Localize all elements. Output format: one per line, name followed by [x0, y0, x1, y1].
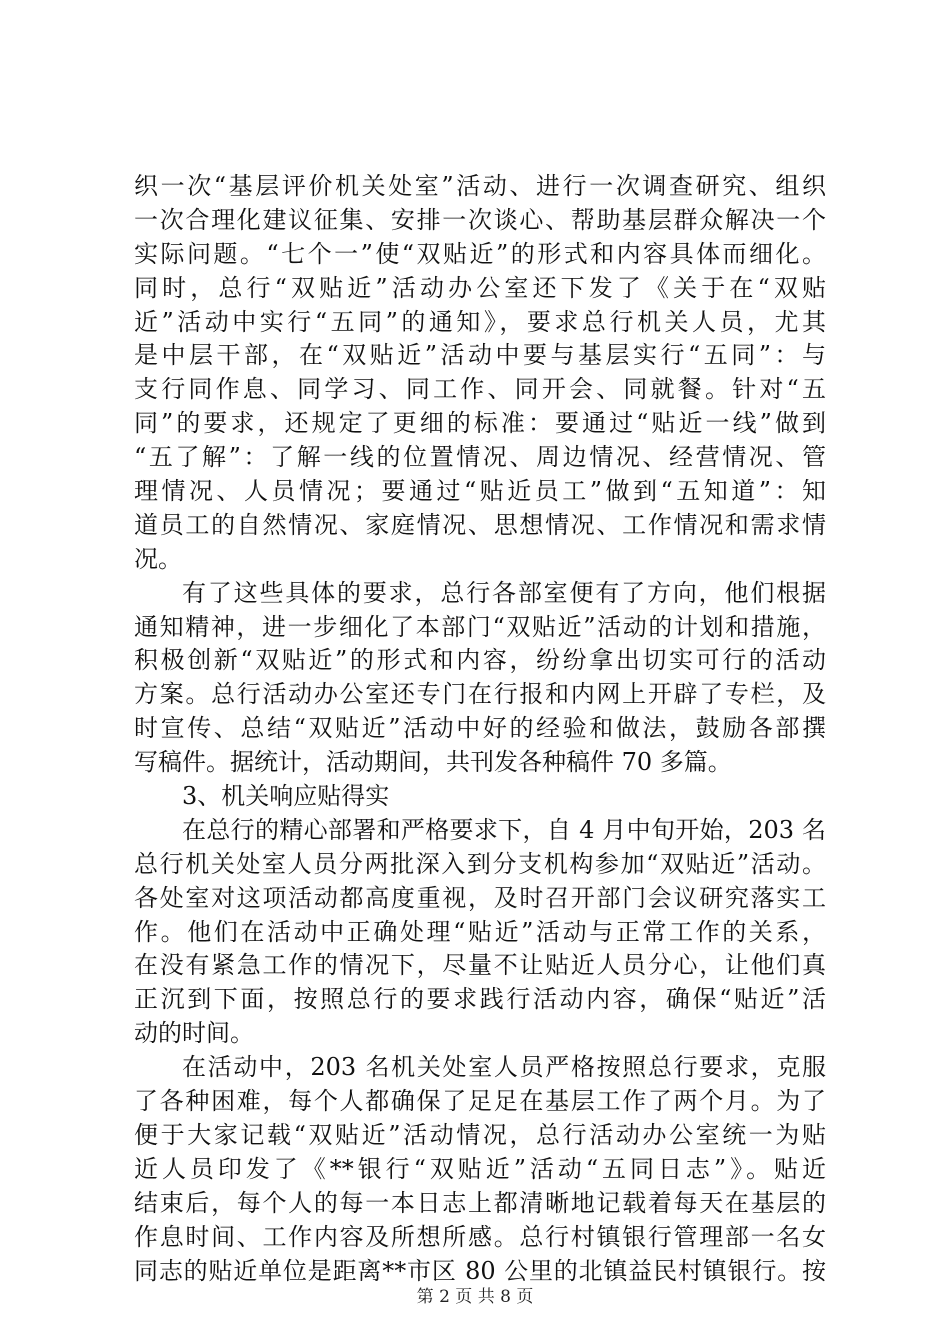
section-heading: 3、机关响应贴得实 [182, 782, 390, 811]
text-line: “五了解”：了解一线的位置情况、周边情况、经营情况、管 [134, 443, 826, 472]
text-line: 正沉到下面，按照总行的要求践行活动内容，确保“贴近”活 [134, 985, 826, 1014]
text-line: 同志的贴近单位是距离**市区 80 公里的北镇益民村镇银行。按 [134, 1256, 826, 1285]
text-line: 积极创新“双贴近”的形式和内容，纷纷拿出切实可行的活动 [134, 646, 826, 675]
text-line: 时宣传、总结“双贴近”活动中好的经验和做法，鼓励各部撰 [134, 714, 826, 743]
text-line: 近人员印发了《**银行“双贴近”活动“五同日志”》。贴近 [134, 1154, 826, 1183]
text-line: 近”活动中实行“五同”的通知》，要求总行机关人员，尤其 [134, 307, 826, 336]
text-line: 通知精神，进一步细化了本部门“双贴近”活动的计划和措施， [134, 612, 826, 641]
text-line: 织一次“基层评价机关处室”活动、进行一次调查研究、组织 [134, 172, 826, 200]
text-line: 总行机关处室人员分两批深入到分支机构参加“双贴近”活动。 [134, 849, 826, 878]
text-line: 同时，总行“双贴近”活动办公室还下发了《关于在“双贴 [134, 273, 826, 302]
text-line: 支行同作息、同学习、同工作、同开会、同就餐。针对“五 [134, 375, 826, 404]
text-line: 便于大家记载“双贴近”活动情况，总行活动办公室统一为贴 [134, 1120, 826, 1149]
text-line: 况。 [134, 544, 182, 573]
text-line: 道员工的自然情况、家庭情况、思想情况、工作情况和需求情 [134, 510, 826, 539]
text-line: 是中层干部，在“双贴近”活动中要与基层实行“五同”：与 [134, 341, 826, 370]
text-line: 在总行的精心部署和严格要求下，自 4 月中旬开始，203 名 [182, 815, 826, 844]
text-line: 在活动中，203 名机关处室人员严格按照总行要求，克服 [182, 1053, 826, 1082]
text-line: 有了这些具体的要求，总行各部室便有了方向，他们根据 [182, 578, 826, 607]
page-footer: 第 2 页 共 8 页 [416, 1287, 534, 1307]
text-line: 一次合理化建议征集、安排一次谈心、帮助基层群众解决一个 [134, 205, 826, 234]
text-line: 作息时间、工作内容及所想所感。总行村镇银行管理部一名女 [134, 1222, 826, 1251]
text-line: 结束后，每个人的每一本日志上都清晰地记载着每天在基层的 [134, 1188, 826, 1217]
text-line: 方案。总行活动办公室还专门在行报和内网上开辟了专栏，及 [134, 680, 826, 709]
text-line: 同”的要求，还规定了更细的标准：要通过“贴近一线”做到 [134, 409, 826, 438]
text-line: 各处室对这项活动都高度重视，及时召开部门会议研究落实工 [134, 883, 826, 912]
text-line: 作。他们在活动中正确处理“贴近”活动与正常工作的关系， [134, 917, 826, 946]
text-line: 写稿件。据统计，活动期间，共刊发各种稿件 70 多篇。 [134, 748, 732, 777]
body-text [134, 170, 826, 1288]
text-line: 动的时间。 [134, 1019, 254, 1048]
text-line: 理情况、人员情况；要通过“贴近员工”做到“五知道”：知 [134, 477, 826, 506]
text-line: 在没有紧急工作的情况下，尽量不让贴近人员分心，让他们真 [134, 951, 826, 980]
text-line: 了各种困难，每个人都确保了足足在基层工作了两个月。为了 [134, 1087, 826, 1116]
text-line: 实际问题。“七个一”使“双贴近”的形式和内容具体而细化。 [134, 239, 826, 268]
